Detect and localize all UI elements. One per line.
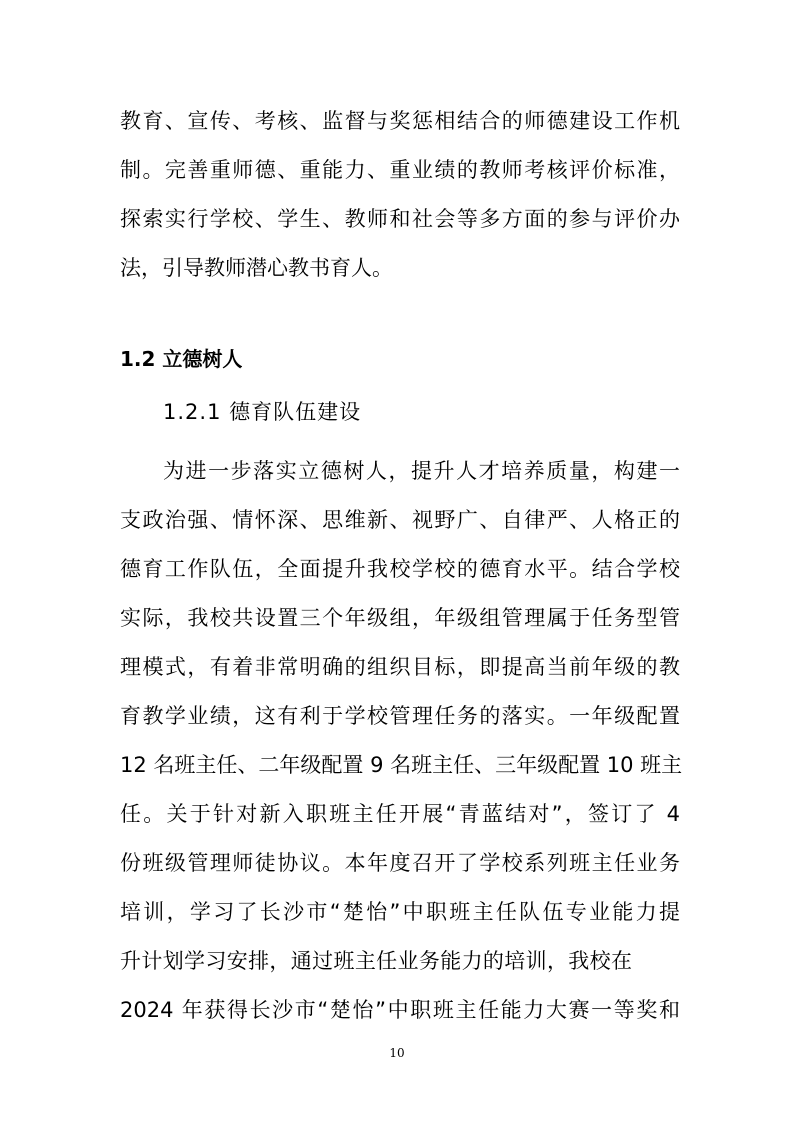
paragraph-line: 理模式，有着非常明确的组织目标，即提高当前年级的教 — [120, 655, 680, 679]
subsection-heading: 1.2.1 德育队伍建设 — [163, 400, 362, 424]
paragraph-line: 教育、宣传、考核、监督与奖惩相结合的师德建设工作机 — [120, 109, 680, 133]
paragraph-line: 培训，学习了长沙市“楚怡”中职班主任队伍专业能力提 — [120, 900, 680, 924]
paragraph-line: 支政治强、情怀深、思维新、视野广、自律严、人格正的 — [120, 508, 680, 532]
paragraph-line: 法，引导教师潜心教书育人。 — [120, 256, 393, 280]
paragraph-line: 份班级管理师徒协议。本年度召开了学校系列班主任业务 — [120, 851, 680, 875]
paragraph-line: 2024 年获得长沙市“楚怡”中职班主任能力大赛一等奖和 — [120, 998, 680, 1022]
section-heading: 1.2 立德树人 — [120, 347, 243, 371]
paragraph-line: 任。关于针对新入职班主任开展“青蓝结对”，签订了 4 — [120, 802, 680, 826]
paragraph-line: 为进一步落实立德树人，提升人才培养质量，构建一 — [163, 459, 680, 483]
paragraph-line: 制。完善重师德、重能力、重业绩的教师考核评价标准， — [120, 158, 680, 182]
paragraph-line: 德育工作队伍，全面提升我校学校的德育水平。结合学校 — [120, 557, 680, 581]
paragraph-line: 升计划学习安排，通过班主任业务能力的培训，我校在 — [120, 949, 632, 973]
paragraph-line: 育教学业绩，这有利于学校管理任务的落实。一年级配置 — [120, 704, 680, 728]
paragraph-line: 探索实行学校、学生、教师和社会等多方面的参与评价办 — [120, 207, 680, 231]
paragraph-line: 12 名班主任、二年级配置 9 名班主任、三年级配置 10 班主 — [120, 753, 683, 777]
paragraph-line: 实际，我校共设置三个年级组，年级组管理属于任务型管 — [120, 606, 680, 630]
page-number: 10 — [389, 1046, 405, 1060]
